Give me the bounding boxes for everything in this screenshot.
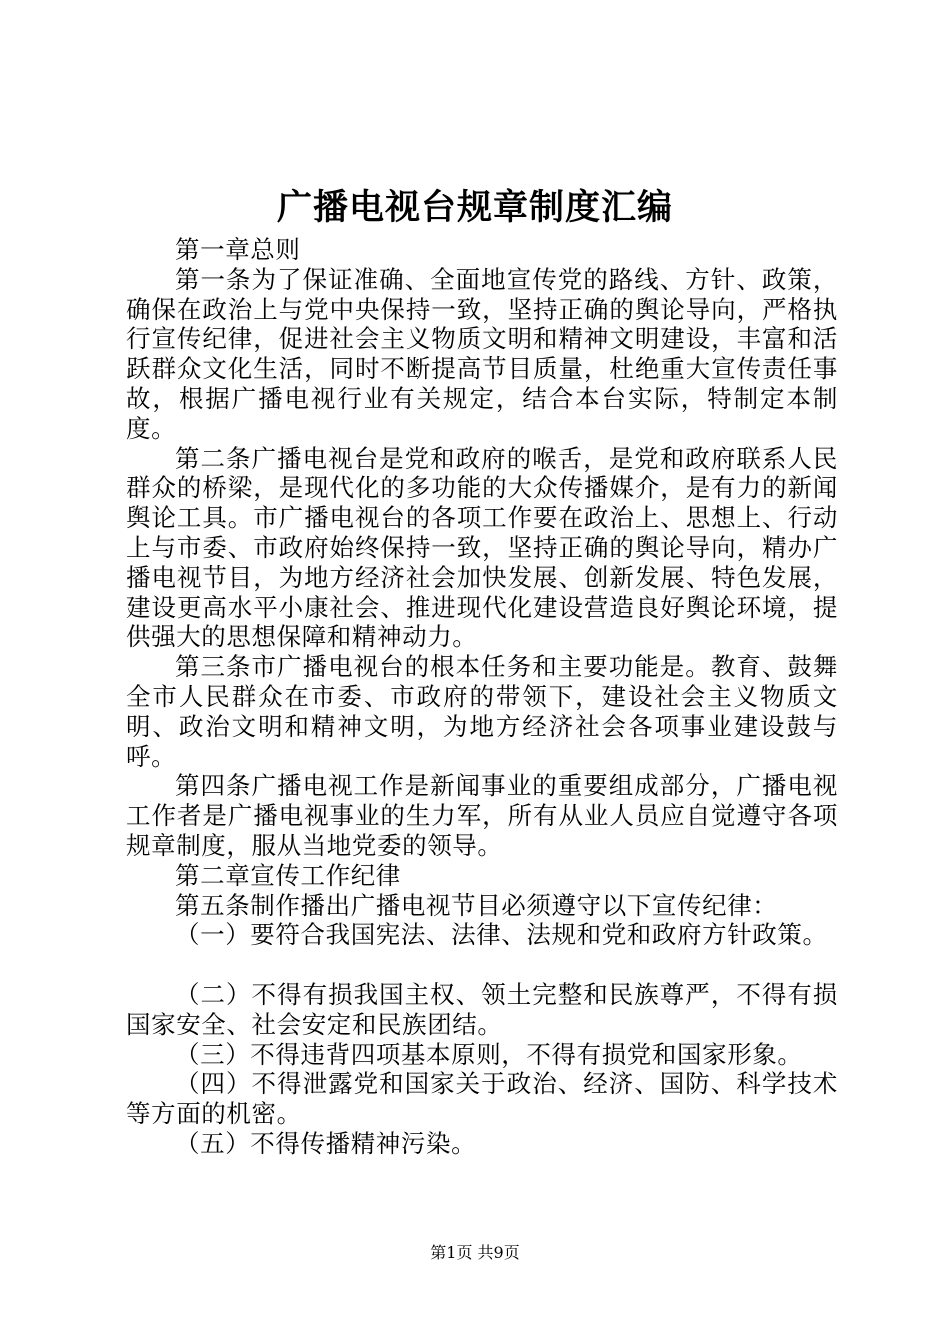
article-2: 第二条广播电视台是党和政府的喉舌，是党和政府联系人民群众的桥梁，是现代化的多功能的大众传播媒介，是有力的新闻舆论工具。市广播电视台的各项工作要在政治上、思想上、行动上与市委、市政府始终保持一致，坚持正确的舆论导向，精办广播电视节目，为地方经济社会加快发展、创新发展、特色发展，建设更高水平小康社会、推进现代化建设营造良好舆论环境，提供强大的思想保障和精神动力。	[126, 443, 838, 652]
article-5-item-5: （五）不得传播精神污染。	[175, 1128, 477, 1158]
article-5-item-3: （三）不得违背四项基本原则，不得有损党和国家形象。	[175, 1039, 803, 1069]
page-footer: 第1页 共9页	[430, 1243, 520, 1262]
article-5-item-4: （四）不得泄露党和国家关于政治、经济、国防、科学技术等方面的机密。	[126, 1069, 838, 1129]
chapter-heading-2: 第二章宣传工作纪律	[175, 860, 401, 890]
article-5-item-1: （一）要符合我国宪法、法律、法规和党和政府方针政策。	[175, 920, 828, 950]
article-1: 第一条为了保证准确、全面地宣传党的路线、方针、政策，确保在政治上与党中央保持一致，坚持正确的舆论导向，严格执行宣传纪律，促进社会主义物质文明和精神文明建设，丰富和活跃群众文化生活，同时不断提高节目质量，杜绝重大宣传责任事故，根据广播电视行业有关规定，结合本台实际，特制定本制度。	[126, 264, 838, 443]
article-3: 第三条市广播电视台的根本任务和主要功能是。教育、鼓舞全市人民群众在市委、市政府的带领下，建设社会主义物质文明、政治文明和精神文明，为地方经济社会各项事业建设鼓与呼。	[126, 652, 838, 771]
article-5-item-2: （二）不得有损我国主权、领土完整和民族尊严，不得有损国家安全、社会安定和民族团结。	[126, 979, 838, 1039]
document-body	[126, 235, 838, 1159]
article-4: 第四条广播电视工作是新闻事业的重要组成部分，广播电视工作者是广播电视事业的生力军，所有从业人员应自觉遵守各项规章制度，服从当地党委的领导。	[126, 771, 838, 860]
article-5: 第五条制作播出广播电视节目必须遵守以下宣传纪律：	[175, 890, 778, 920]
document-title: 广播电视台规章制度汇编	[276, 187, 673, 228]
chapter-heading-1: 第一章总则	[175, 235, 301, 264]
